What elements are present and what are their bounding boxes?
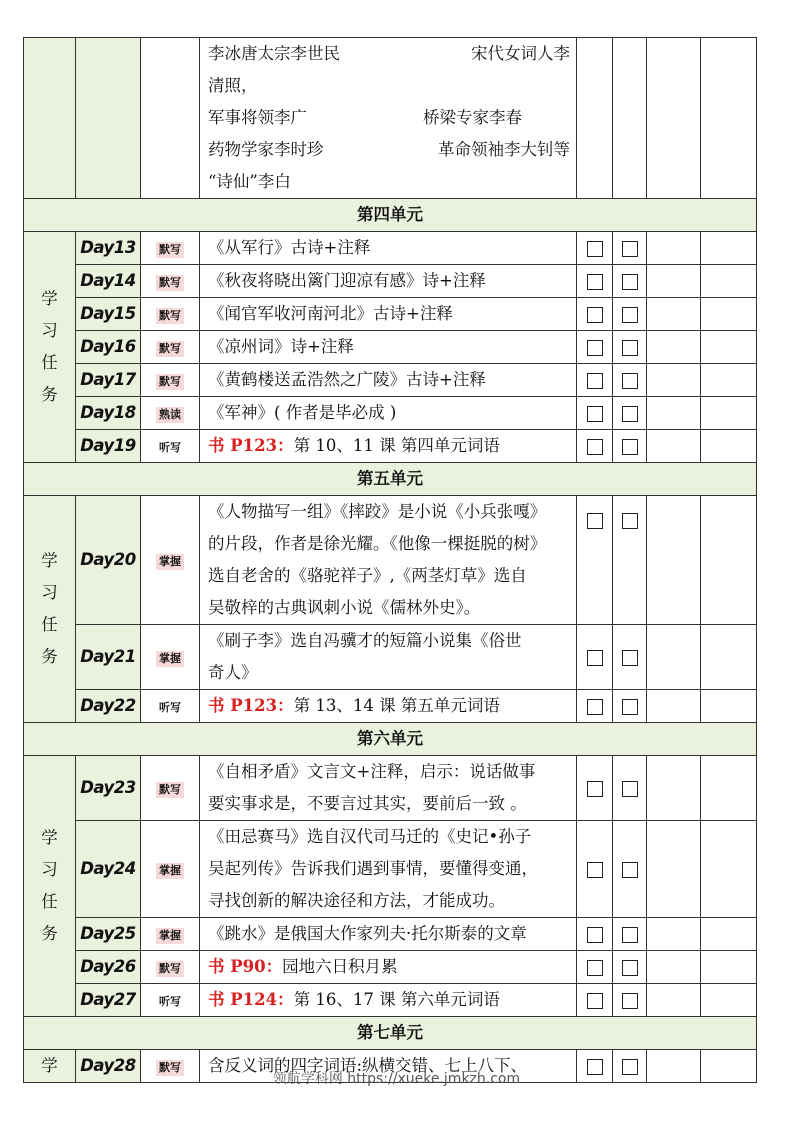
blank-cell — [647, 38, 701, 199]
table-row — [24, 364, 757, 397]
task-text: 书 P90：园地六日积月累 — [200, 951, 577, 984]
task-tag: 默写 — [156, 961, 184, 977]
task-tag: 默写 — [156, 341, 184, 357]
day-label: Day13 — [76, 232, 141, 265]
task-text: 《凉州词》诗+注释 — [200, 331, 577, 364]
checkbox[interactable] — [622, 439, 638, 455]
check-cell — [577, 38, 613, 199]
study-task-label: 学 习 任 务 — [24, 496, 76, 723]
day-label: Day21 — [76, 625, 141, 690]
checkbox[interactable] — [587, 439, 603, 455]
task-text: 书 P123：第 10、11 课 第四单元词语 — [200, 430, 577, 463]
unit-title: 第五单元 — [24, 463, 757, 496]
day-label: Day15 — [76, 298, 141, 331]
day-label: Day20 — [76, 496, 141, 625]
day-label: Day22 — [76, 690, 141, 723]
checkbox[interactable] — [587, 340, 603, 356]
content-line: 清照， — [208, 76, 258, 95]
table-row — [24, 430, 757, 463]
task-tag: 掌握 — [156, 651, 184, 667]
content-line: 军事将领李广 桥梁专家李春 — [208, 108, 522, 127]
table-row — [24, 918, 757, 951]
table-row — [24, 821, 757, 918]
checkbox[interactable] — [587, 406, 603, 422]
study-task-label: 学 习 任 务 — [24, 232, 76, 463]
task-text: 《秋夜将晓出篱门迎凉有感》诗+注释 — [200, 265, 577, 298]
content-cell — [200, 38, 577, 199]
checkbox[interactable] — [622, 960, 638, 976]
study-plan-table — [23, 37, 757, 1083]
table-row — [24, 984, 757, 1017]
checkbox[interactable] — [622, 862, 638, 878]
tag-cell — [141, 38, 200, 199]
table-row — [24, 232, 757, 265]
checkbox[interactable] — [587, 241, 603, 257]
checkbox[interactable] — [587, 781, 603, 797]
study-task-label: 学 习 任 务 — [24, 756, 76, 1017]
checkbox[interactable] — [622, 241, 638, 257]
day-label: Day16 — [76, 331, 141, 364]
content-line: “诗仙”李白 — [208, 172, 291, 191]
checkbox[interactable] — [622, 373, 638, 389]
task-text: 《跳水》是俄国大作家列夫·托尔斯泰的文章 — [200, 918, 577, 951]
day-label: Day19 — [76, 430, 141, 463]
checkbox[interactable] — [587, 862, 603, 878]
unit-header-row — [24, 723, 757, 756]
task-tag: 默写 — [156, 1060, 184, 1076]
unit-header-row — [24, 199, 757, 232]
content-line: 药物学家李时珍 革命领袖李大钊等 — [208, 140, 570, 159]
footer-watermark: 领航学科网 https://xueke.jmkzh.com — [272, 1071, 521, 1087]
task-text: 书 P123：第 13、14 课 第五单元词语 — [200, 690, 577, 723]
check-cell — [613, 38, 647, 199]
task-tag: 熟读 — [156, 407, 184, 423]
day-label: Day23 — [76, 756, 141, 821]
checkbox[interactable] — [622, 513, 638, 529]
table-row — [24, 265, 757, 298]
task-tag: 掌握 — [156, 554, 184, 570]
checkbox[interactable] — [587, 699, 603, 715]
task-tag: 默写 — [156, 275, 184, 291]
task-text: 《黄鹤楼送孟浩然之广陵》古诗+注释 — [200, 364, 577, 397]
task-text: 《人物描写一组》《摔跤》是小说《小兵张嘎》 的片段，作者是徐光耀。《他像一棵挺脱的树》 选自老舍的《骆驼祥子》,《两茎灯草》选自 吴敬梓的古典讽刺小说《儒林外史》。 — [200, 496, 577, 625]
task-tag: 听写 — [159, 995, 181, 1008]
checkbox[interactable] — [622, 699, 638, 715]
task-text: 《自相矛盾》文言文+注释，启示：说话做事 要实事求是，不要言过其实，要前后一致 。 — [200, 756, 577, 821]
task-tag: 默写 — [156, 782, 184, 798]
task-tag: 默写 — [156, 374, 184, 390]
checkbox[interactable] — [587, 274, 603, 290]
checkbox[interactable] — [622, 650, 638, 666]
table-row — [24, 397, 757, 430]
checkbox[interactable] — [587, 650, 603, 666]
task-text: 《刷子李》选自冯骥才的短篇小说集《俗世 奇人》 — [200, 625, 577, 690]
checkbox[interactable] — [622, 340, 638, 356]
study-task-label: 学 — [24, 1050, 76, 1083]
task-tag: 默写 — [156, 242, 184, 258]
book-page-ref: 书 P123： — [208, 436, 294, 455]
table-row — [24, 690, 757, 723]
book-page-ref: 书 P123： — [208, 696, 294, 715]
unit-title: 第四单元 — [24, 199, 757, 232]
checkbox[interactable] — [622, 993, 638, 1009]
book-page-ref: 书 P124： — [208, 990, 294, 1009]
task-text: 《田忌赛马》选自汉代司马迁的《史记•孙子 吴起列传》告诉我们遇到事情，要懂得变通， 寻找创新的解决途径和方法，才能成功。 — [200, 821, 577, 918]
day-label: Day26 — [76, 951, 141, 984]
checkbox[interactable] — [622, 274, 638, 290]
checkbox[interactable] — [622, 406, 638, 422]
checkbox[interactable] — [587, 993, 603, 1009]
checkbox[interactable] — [587, 307, 603, 323]
table-row — [24, 496, 757, 625]
checkbox[interactable] — [622, 781, 638, 797]
day-label: Day14 — [76, 265, 141, 298]
checkbox[interactable] — [622, 307, 638, 323]
blank-cell — [701, 38, 757, 199]
task-text: 《军神》( 作者是毕必成 ) — [200, 397, 577, 430]
day-label: Day27 — [76, 984, 141, 1017]
day-cell — [76, 38, 141, 199]
task-text: 《从军行》古诗+注释 — [200, 232, 577, 265]
table-row — [24, 38, 757, 199]
book-page-ref: 书 P90： — [208, 957, 283, 976]
table-row — [24, 951, 757, 984]
task-tag: 掌握 — [156, 928, 184, 944]
content-line: 李冰唐太宗李世民 宋代女词人李 — [208, 44, 570, 63]
unit-title: 第七单元 — [24, 1017, 757, 1050]
table-row — [24, 625, 757, 690]
task-tag: 默写 — [156, 308, 184, 324]
task-tag: 听写 — [159, 441, 181, 454]
label-cell — [24, 38, 76, 199]
checkbox[interactable] — [587, 373, 603, 389]
task-text: 书 P124：第 16、17 课 第六单元词语 — [200, 984, 577, 1017]
task-tag: 听写 — [159, 701, 181, 714]
unit-header-row — [24, 1017, 757, 1050]
day-label: Day17 — [76, 364, 141, 397]
task-text: 含反义词的四字词语:纵横交错、七上八下、 — [200, 1050, 577, 1083]
day-label: Day24 — [76, 821, 141, 918]
task-text: 《闻官军收河南河北》古诗+注释 — [200, 298, 577, 331]
unit-title: 第六单元 — [24, 723, 757, 756]
checkbox[interactable] — [587, 960, 603, 976]
checkbox[interactable] — [587, 927, 603, 943]
checkbox[interactable] — [622, 927, 638, 943]
table-row — [24, 756, 757, 821]
day-label: Day18 — [76, 397, 141, 430]
day-label: Day25 — [76, 918, 141, 951]
table-row — [24, 298, 757, 331]
table-row — [24, 331, 757, 364]
unit-header-row — [24, 463, 757, 496]
day-label: Day28 — [76, 1050, 141, 1083]
task-tag: 掌握 — [156, 863, 184, 879]
checkbox[interactable] — [587, 513, 603, 529]
